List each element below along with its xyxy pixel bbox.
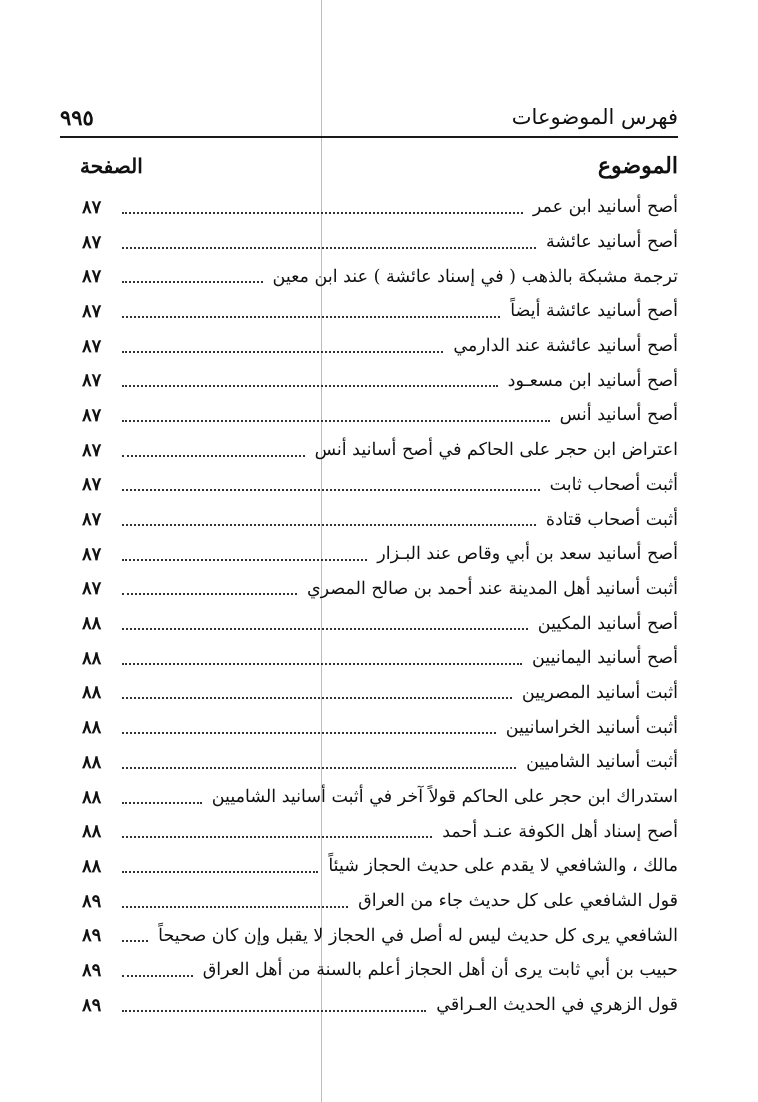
dot-leader — [122, 905, 348, 908]
entry-page-number: ٨٨ — [82, 786, 102, 808]
dot-leader — [122, 627, 528, 630]
entry-page-number: ٨٧ — [82, 474, 102, 496]
entry-page-number: ٨٨ — [82, 682, 102, 704]
dot-leader — [122, 696, 512, 699]
running-title: فهرس الموضوعات — [511, 105, 678, 129]
entry-page-number: ٨٧ — [82, 300, 102, 322]
entry-title: مالك ، والشافعي لا يقدم على حديث الحجاز شيئاً — [328, 856, 678, 877]
dot-leader — [122, 246, 536, 249]
index-entry — [82, 676, 678, 711]
entry-title: أصح أسانيد عائشة — [546, 232, 678, 253]
entry-title: أصح أسانيد اليمانيين — [531, 648, 678, 669]
dot-leader — [122, 939, 148, 942]
dot-leader — [122, 315, 500, 318]
entry-page-number: ٨٧ — [82, 196, 102, 218]
index-entry — [82, 190, 678, 225]
dot-leader — [122, 211, 523, 214]
dot-leader — [122, 384, 498, 387]
dot-leader — [122, 801, 202, 804]
entry-page-number: ٨٨ — [82, 751, 102, 773]
entry-page-number: ٨٧ — [82, 335, 102, 357]
entry-title: استدراك ابن حجر على الحاكم قولاً آخر في أثبت أسانيد الشاميين — [211, 787, 678, 808]
index-entries — [82, 190, 678, 1023]
index-entry — [82, 884, 678, 919]
running-header — [60, 100, 678, 134]
entry-page-number: ٨٧ — [82, 509, 102, 531]
dot-leader — [122, 835, 432, 838]
entry-title: أصح إسناد أهل الكوفة عنـد أحمد — [442, 821, 678, 842]
entry-title: أصح أسانيد ابن عمر — [532, 197, 678, 218]
index-entry — [82, 398, 678, 433]
dot-leader — [122, 870, 318, 873]
index-entry — [82, 259, 678, 294]
entry-page-number: ٨٨ — [82, 855, 102, 877]
index-entry — [82, 537, 678, 572]
index-entry — [82, 294, 678, 329]
entry-title: أصح أسانيد المكيين — [537, 613, 678, 634]
entry-page-number: ٨٧ — [82, 404, 102, 426]
index-entry — [82, 468, 678, 503]
entry-title: أصح أسانيد أنس — [559, 405, 678, 426]
entry-title: أصح أسانيد سعد بن أبي وقاص عند البـزار — [377, 544, 678, 565]
dot-leader — [122, 488, 540, 491]
entry-page-number: ٨٩ — [82, 959, 102, 981]
dot-leader — [122, 1009, 426, 1012]
topic-column-header: الموضوع — [597, 153, 678, 179]
page-number: ٩٩٥ — [60, 104, 94, 130]
entry-page-number: ٨٩ — [82, 994, 102, 1016]
entry-page-number: ٨٨ — [82, 647, 102, 669]
entry-page-number: ٨٧ — [82, 231, 102, 253]
entry-title: حبيب بن أبي ثابت يرى أن أهل الحجاز أعلم بالسنة من أهل العراق — [202, 960, 678, 981]
index-entry — [82, 433, 678, 468]
entry-page-number: ٨٧ — [82, 439, 102, 461]
entry-page-number: ٨٨ — [82, 717, 102, 739]
entry-page-number: ٨٩ — [82, 925, 102, 947]
entry-title: أصح أسانيد ابن مسعـود — [507, 370, 678, 391]
entry-page-number: ٨٧ — [82, 543, 102, 565]
header-rule — [60, 136, 678, 138]
index-entry — [82, 780, 678, 815]
entry-page-number: ٨٨ — [82, 821, 102, 843]
entry-title: أثبت أسانيد المصريين — [521, 682, 678, 703]
page-column-header: الصفحة — [80, 154, 143, 178]
index-entry — [82, 953, 678, 988]
dot-leader — [122, 766, 516, 769]
entry-title: أصح أسانيد عائشة أيضاً — [510, 301, 678, 322]
entry-page-number: ٨٧ — [82, 370, 102, 392]
dot-leader — [122, 523, 536, 526]
index-entry — [82, 572, 678, 607]
entry-title: الشافعي يرى كل حديث ليس له أصل في الحجاز لا يقبل وإن كان صحيحاً — [158, 925, 678, 946]
dot-leader — [122, 731, 496, 734]
entry-page-number: ٨٧ — [82, 266, 102, 288]
index-entry — [82, 225, 678, 260]
entry-page-number: ٨٩ — [82, 890, 102, 912]
entry-title: قول الشافعي على كل حديث جاء من العراق — [358, 891, 678, 912]
index-entry — [82, 363, 678, 398]
dot-leader — [122, 974, 193, 977]
index-entry — [82, 329, 678, 364]
index-entry — [82, 988, 678, 1023]
dot-leader — [122, 280, 263, 283]
dot-leader — [122, 454, 305, 457]
dot-leader — [122, 350, 443, 353]
entry-title: أثبت أسانيد الخراسانيين — [505, 717, 678, 738]
index-entry — [82, 849, 678, 884]
index-entry — [82, 641, 678, 676]
entry-page-number: ٨٨ — [82, 613, 102, 635]
entry-title: اعتراض ابن حجر على الحاكم في أصح أسانيد أنس — [314, 440, 678, 461]
entry-title: أثبت أسانيد الشاميين — [526, 752, 678, 773]
entry-title: أصح أسانيد عائشة عند الدارمي — [453, 336, 678, 357]
index-entry — [82, 745, 678, 780]
entry-title: أثبت أسانيد أهل المدينة عند أحمد بن صالح المصري — [306, 578, 678, 599]
index-entry — [82, 606, 678, 641]
entry-title: أثبت أصحاب قتادة — [545, 509, 678, 530]
index-entry — [82, 502, 678, 537]
entry-title: ترجمة مشبكة بالذهب ( في إسناد عائشة ) عند ابن معين — [272, 266, 678, 287]
entry-title: أثبت أصحاب ثابت — [549, 474, 678, 495]
index-entry — [82, 710, 678, 745]
entry-title: قول الزهري في الحديث العـراقي — [436, 995, 678, 1016]
dot-leader — [122, 662, 522, 665]
column-headers — [80, 148, 678, 184]
dot-leader — [122, 592, 297, 595]
index-entry — [82, 918, 678, 953]
dot-leader — [122, 558, 367, 561]
entry-page-number: ٨٧ — [82, 578, 102, 600]
index-entry — [82, 814, 678, 849]
dot-leader — [122, 419, 550, 422]
